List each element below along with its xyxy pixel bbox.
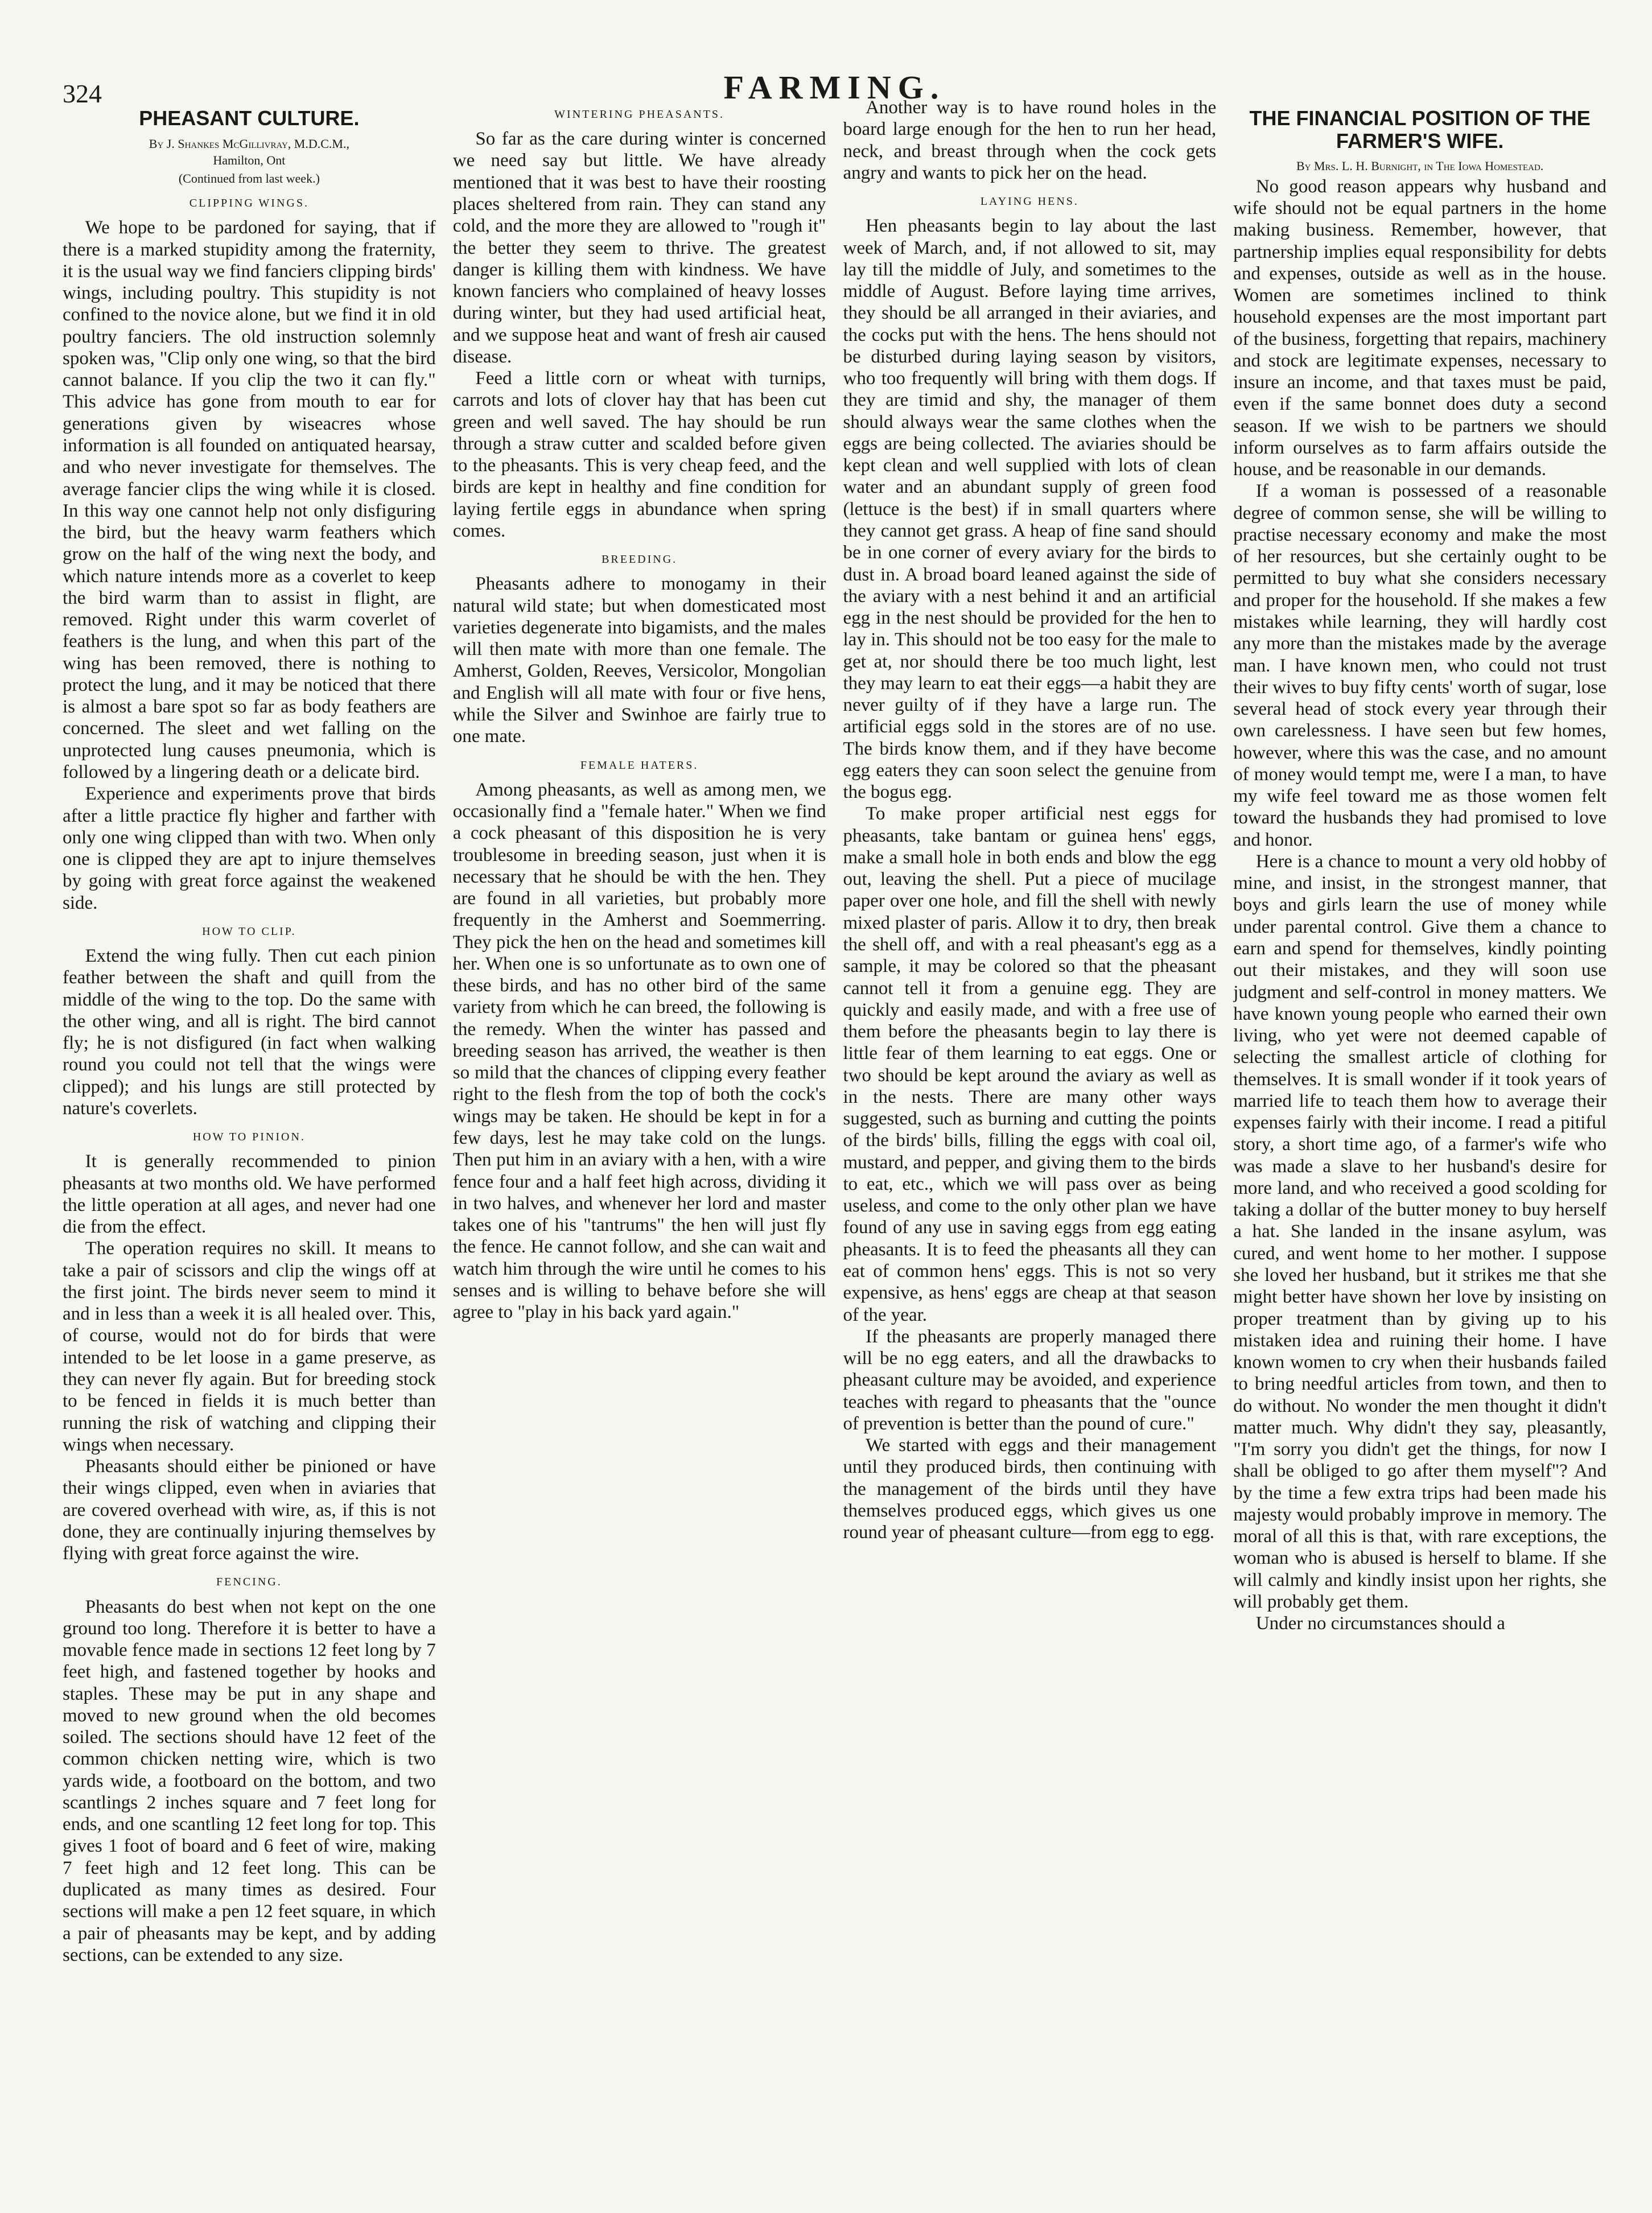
paragraph: We hope to be pardoned for saying, that if there is a marked stupidity among the fraternity, it is the usual way we find fanciers clipping birds' wings, including poultry. This stupidity is not confined to the novice alone, but we find it in old poultry fanciers. The old instruction solemnly spoken was, "Clip only one wing, so that the bird cannot balance. If you clip the two it can fly." This advice has gone from mouth to ear for generations given by wiseacres whose information is all founded on antiquated hearsay, and who never investigate for themselves. The average fancier clips the wing while it is closed. In this way one cannot help not only disfiguring the bird, but the heavy warm feathers which grow on the half of the wing next the body, and which nature intends more as a coverlet to keep the bird warm than to assist in flight, are removed. Right under this warm coverlet of feathers is the lung, and when this part of the wing has been removed, there is nothing to protect the lung, and it may be noticed that there is almost a bare spot so far as body feathers are concerned. The sleet and wet falling on the unprotected lung causes pneumonia, which is followed by a lingering death or a delicate bird.	[63, 217, 436, 782]
paragraph: Feed a little corn or wheat with turnips, carrots and lots of clover hay that has been cut green and well saved. The hay should be run through a straw cutter and scalded before given to the pheasants. This is very cheap feed, and the birds are kept in healthy and fine condition for laying fertile eggs in abundance when spring comes.	[452, 368, 826, 541]
paragraph: No good reason appears why husband and wife should not be equal partners in the home making business. Remember, however, that partnership implies equal responsibility for debts and expenses, outside as well as in the house. Women are sometimes inclined to think household expenses are the most important part of the business, forgetting that repairs, machinery and stock are legitimate expenses, necessary to insure an income, and that taxes must be paid, even if the same bonnet does duty a second season. If we wish to be partners we should inform ourselves as to farm affairs outside the house, and be reasonable in our demands.	[1233, 176, 1606, 480]
article-title: THE FINANCIAL POSITION OF THE FARMER'S WIFE.	[1249, 106, 1591, 153]
article-title: PHEASANT CULTURE.	[139, 106, 360, 130]
paragraph: Here is a chance to mount a very old hobby of mine, and insist, in the strongest manner, that boys and girls learn the use of money while under parental control. Give them a chance to earn and spend for themselves, kindly pointing out their mistakes, and they will soon use judgment and self-control in money matters. We have known young people who earned their own living, who yet were not deemed capable of selecting the smallest article of clothing for themselves. It is small wonder if it took years of married life to teach them how to average their expenses fairly with their income. I read a pitiful story, a short time ago, of a farmer's wife who was made a slave to her husband's desire for more land, and who received a good scolding for taking a dollar of the butter money to buy herself a hat. She landed in the insane asylum, was cured, and went home to her mother. I suppose she loved her husband, but it strikes me that she might better have shown her love by insisting on proper treatment than by giving up to his mistaken idea and ruining their home. I have known women to cry when their husbands failed to bring needful articles from town, and then to do without. No wonder the men thought it didn't matter much. Why didn't they say, pleasantly, "I'm sorry you didn't get the things, for now I shall be obliged to go after them myself"? And by the time a few extra trips had been made his majesty would probably improve in memory. The moral of all this is that, with rare exceptions, the woman who is abused is herself to blame. If she will calmly and kindly insist upon her rights, she will probably get them.	[1233, 851, 1606, 1612]
paragraph: Another way is to have round holes in the board large enough for the hen to run her head, neck, and breast through when the cock gets angry and wants to pick her on the head.	[843, 97, 1217, 183]
journal-title: FARMING.	[723, 69, 946, 106]
column-2	[453, 97, 826, 2168]
paragraph: The operation requires no skill. It means to take a pair of scissors and clip the wings off at the first joint. The birds never seem to mind it and in less than a week it is all healed over. This, of course, would not do for birds that were intended to be let loose in a game preserve, as they can never fly again. But for breeding stock to be fenced in fields it is much better than running the risk of watching and clipping their wings when necessary.	[63, 1238, 436, 1455]
column-4	[1233, 97, 1606, 2168]
article-columns	[63, 97, 1606, 2168]
paragraph: Among pheasants, as well as among men, we occasionally find a "female hater." When we find a cock pheasant of this disposition he is very troublesome in breeding season, just when it is necessary that he should be with the hen. They are found in all varieties, but probably more frequently in the Amherst and Soemmerring. They pick the hen on the head and sometimes kill her. When one is so unfortunate as to own one of these birds, and has no other bird of the same variety from which he can breed, the following is the remedy. When the winter has passed and breeding season has arrived, the weather is then so mild that the chances of clipping every feather right to the flesh from the top of both the cock's wings may be taken. He should be kept in for a few days, lest he may take cold on the lungs. Then put him in an aviary with a hen, with a wire fence four and a half feet high across, dividing it in two halves, and whenever her lord and master takes one of his "tantrums" the hen will just fly the fence. He cannot follow, and she can wait and watch him through the wire until he comes to his senses and is willing to behave before she will agree to "play in his back yard again."	[452, 779, 826, 1323]
article-byline: By Mrs. L. H. Burnight, in The Iowa Homestead.	[1296, 159, 1544, 174]
section-heading: CLIPPING WINGS.	[189, 197, 309, 210]
paragraph: Pheasants do best when not kept on the one ground too long. Therefore it is better to have a movable fence made in sections 12 feet long by 7 feet high, and fastened together by hooks and staples. These may be put in any shape and moved to new ground when the old becomes soiled. The sections should have 12 feet of the common chicken netting wire, which is two yards wide, a footboard on the bottom, and two scantlings 2 inches square and 7 feet long for ends, and one scantling 12 feet long for top. This gives 1 foot of board and 6 feet of wire, making 7 feet high and 12 feet long. This can be duplicated as many times as desired. Four sections will make a pen 12 feet square, in which a pair of pheasants may be kept, and by adding sections, can be extended to any size.	[63, 1596, 436, 1965]
paragraph: To make proper artificial nest eggs for pheasants, take bantam or guinea hens' eggs, make a small hole in both ends and blow the egg out, leaving the shell. Put a piece of mucilage paper over one hole, and fill the shell with newly mixed plaster of paris. Allow it to dry, then break the shell off, and with a real pheasant's egg as a sample, it may be colored so that the pheasant cannot tell it from a genuine egg. They are quickly and easily made, and with a free use of them before the pheasants begin to lay there is little fear of them learning to eat eggs. One or two should be kept around the aviary as well as in the nests. There are many other ways suggested, such as burning and cutting the points of the birds' bills, filling the eggs with coal oil, mustard, and pepper, and giving them to the birds to eat, etc., which we will pass over as being useless, and come to the only other plan we have found of any use in saving eggs from egg eating pheasants. It is to feed the pheasants all they can eat of common hens' eggs. This is not so very expensive, as hens' eggs are cheap at that season of the year.	[843, 803, 1217, 1325]
paragraph: If the pheasants are properly managed there will be no egg eaters, and all the drawbacks to pheasant culture may be avoided, and experience teaches with regard to pheasants that the "ounce of prevention is better than the pound of cure."	[843, 1326, 1217, 1434]
paragraph: Experience and experiments prove that birds after a little practice fly higher and farther with only one wing clipped than with two. When only one is clipped they are apt to injure themselves by going with great force against the weakened side.	[63, 784, 436, 913]
paragraph: Under no circumstances should a	[1255, 1613, 1505, 1634]
paragraph: So far as the care during winter is concerned we need say but little. We have already mentioned that it was best to have their roosting places sheltered from rain. They can stand any cold, and the more they are allowed to "rough it" the better they seem to thrive. The greatest danger is killing them with kindness. We have known fanciers who complained of heavy losses during winter, but they had used artificial heat, and we suppose heat and want of fresh air caused disease.	[452, 129, 826, 367]
paragraph: Hen pheasants begin to lay about the last week of March, and, if not allowed to sit, may lay till the middle of July, and sometimes to the middle of August. Before laying time arrives, they should be all arranged in their aviaries, and the cocks put with the hens. The hens should not be disturbed during laying season by visitors, who too frequently will bring with them dogs. If they are timid and shy, the manager of them should always wear the same clothes when the eggs are being collected. The aviaries should be kept clean and well supplied with lots of clean water and an abundant supply of green food (lettuce is the best) if in small quarters where they cannot get grass. A heap of fine sand should be in one corner of every aviary for the birds to dust in. A broad board leaned against the side of the aviary with a nest behind it and an artificial egg in the nest should be provided for the hen to lay in. This should not be too easy for the male to get at, nor should there be too much light, lest they may learn to eat their eggs—a habit they are never guilty of if they have a large run. The artificial eggs sold in the stores are of no use. The birds know them, and if they have become egg eaters they can soon select the genuine from the bogus egg.	[843, 216, 1217, 803]
continued-note: (Continued from last week.)	[178, 171, 320, 186]
paragraph: We started with eggs and their management until they produced birds, then continuing with the management of the birds until they have themselves produced eggs, which gives us one round year of pheasant culture—from egg to egg.	[843, 1435, 1217, 1543]
section-heading: HOW TO CLIP.	[202, 925, 296, 938]
section-heading: BREEDING.	[602, 553, 678, 566]
paragraph: If a woman is possessed of a reasonable degree of common sense, she will be willing to practise necessary economy and make the most of her resources, but she certainly ought to be permitted to buy what she considers necessary and proper for the household. If she makes a few mistakes while learning, they will hardly cost any more than the mistakes made by the average man. I have known men, who could not trust their wives to buy fifty cents' worth of sugar, lose several head of stock every year through their own carelessness. I have seen but few homes, however, where this was the case, and no amount of money would tempt me, were I a man, to have my wife feel toward me as those women felt toward the husbands they had promised to love and honor.	[1233, 481, 1606, 850]
column-3	[843, 97, 1217, 2168]
page-number: 324	[63, 79, 102, 108]
paragraph: It is generally recommended to pinion pheasants at two months old. We have performed the little operation at all ages, and never had one die from the effect.	[63, 1151, 436, 1238]
section-heading: LAYING HENS.	[980, 195, 1079, 208]
paragraph: Pheasants should either be pinioned or have their wings clipped, even when in aviaries that are covered overhead with wire, as, if this is not done, they are continually injuring themselves by flying with great force against the wire.	[63, 1456, 436, 1564]
article-location: Hamilton, Ont	[213, 153, 286, 168]
paragraph: Pheasants adhere to monogamy in their natural wild state; but when domesticated most varieties degenerate into bigamists, and the males will then mate with more than one female. The Amherst, Golden, Reeves, Versicolor, Mongolian and English will all mate with four or five hens, while the Silver and Swinhoe are fairly true to one mate.	[452, 574, 826, 747]
column-1	[63, 97, 436, 2168]
section-heading: FENCING.	[216, 1576, 282, 1589]
section-heading: HOW TO PINION.	[192, 1131, 306, 1144]
article-byline: By J. Shankes McGillivray, M.D.C.M.,	[149, 136, 349, 151]
running-head	[63, 34, 1606, 108]
paragraph: Extend the wing fully. Then cut each pinion feather between the shaft and quill from the middle of the wing to the top. Do the same with the other wing, and all is right. The bird cannot fly; he is not disfigured (in fact when walking round you could not tell that the wings were clipped); and his lungs are still protected by nature's coverlets.	[63, 946, 436, 1119]
section-heading: FEMALE HATERS.	[580, 759, 699, 772]
section-heading: WINTERING PHEASANTS.	[554, 108, 725, 121]
